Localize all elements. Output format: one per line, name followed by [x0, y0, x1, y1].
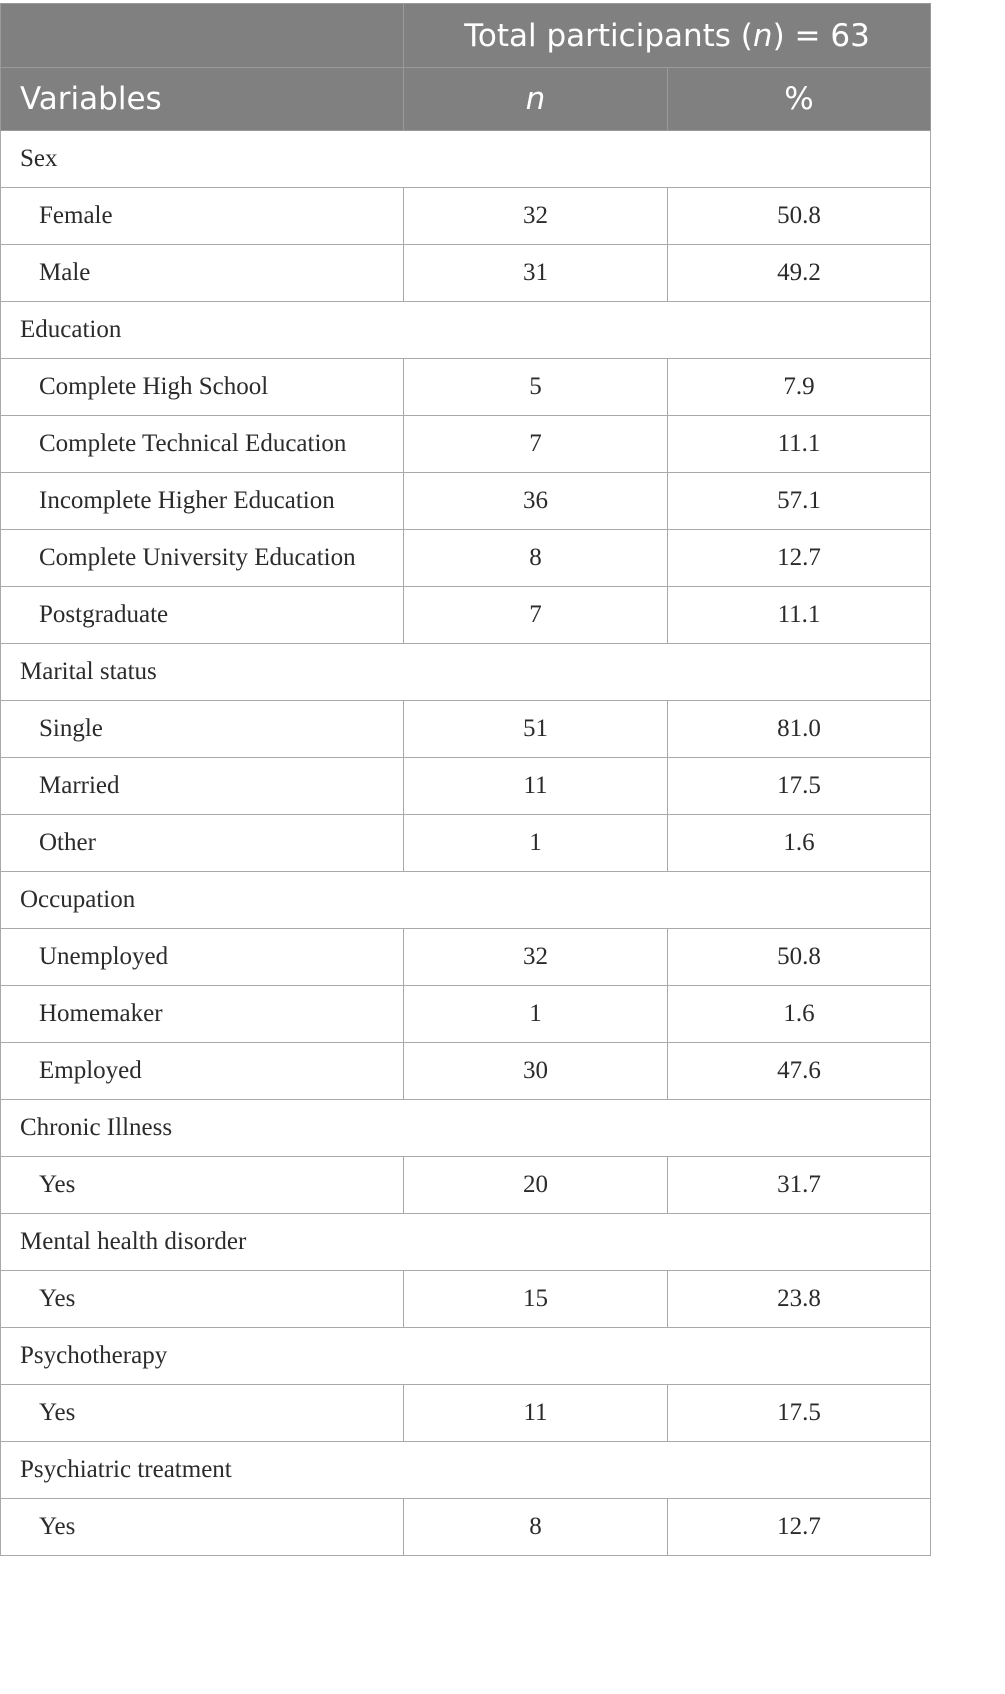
row-percent: 17.5 [668, 758, 931, 815]
row-percent: 57.1 [668, 473, 931, 530]
header-row-columns [1, 68, 931, 131]
group-label: Education [1, 302, 931, 359]
table-row [1, 815, 931, 872]
table-row [1, 1043, 931, 1100]
row-percent: 11.1 [668, 416, 931, 473]
row-label: Employed [1, 1043, 404, 1100]
row-percent: 49.2 [668, 245, 931, 302]
group-row [1, 302, 931, 359]
row-label: Single [1, 701, 404, 758]
row-label: Yes [1, 1385, 404, 1442]
group-label: Psychiatric treatment [1, 1442, 931, 1499]
table-row [1, 1499, 931, 1556]
row-n: 1 [404, 986, 668, 1043]
group-row [1, 1442, 931, 1499]
row-n: 7 [404, 587, 668, 644]
header-blank-cell [1, 4, 404, 68]
table-row [1, 701, 931, 758]
row-n: 32 [404, 929, 668, 986]
table-row [1, 1157, 931, 1214]
row-n: 30 [404, 1043, 668, 1100]
row-label: Incomplete Higher Education [1, 473, 404, 530]
total-n-symbol: n [752, 17, 773, 54]
row-label: Complete Technical Education [1, 416, 404, 473]
row-label: Married [1, 758, 404, 815]
row-percent: 12.7 [668, 1499, 931, 1556]
row-label: Yes [1, 1157, 404, 1214]
row-label: Postgraduate [1, 587, 404, 644]
total-participants-header [404, 4, 931, 68]
row-percent: 50.8 [668, 188, 931, 245]
group-label: Mental health disorder [1, 1214, 931, 1271]
row-n: 1 [404, 815, 668, 872]
row-n: 31 [404, 245, 668, 302]
row-n: 20 [404, 1157, 668, 1214]
table-row [1, 587, 931, 644]
table-row [1, 758, 931, 815]
row-n: 5 [404, 359, 668, 416]
row-n: 7 [404, 416, 668, 473]
group-row [1, 1214, 931, 1271]
group-label: Marital status [1, 644, 931, 701]
row-n: 11 [404, 758, 668, 815]
row-percent: 81.0 [668, 701, 931, 758]
group-label: Psychotherapy [1, 1328, 931, 1385]
row-label: Complete University Education [1, 530, 404, 587]
group-row [1, 872, 931, 929]
table-row [1, 359, 931, 416]
group-row [1, 1100, 931, 1157]
row-label: Complete High School [1, 359, 404, 416]
row-percent: 17.5 [668, 1385, 931, 1442]
group-row [1, 644, 931, 701]
row-percent: 47.6 [668, 1043, 931, 1100]
table-row [1, 245, 931, 302]
table-row [1, 1385, 931, 1442]
table-row [1, 473, 931, 530]
group-label: Occupation [1, 872, 931, 929]
table-row [1, 986, 931, 1043]
variables-header: Variables [1, 68, 404, 131]
row-percent: 31.7 [668, 1157, 931, 1214]
row-label: Unemployed [1, 929, 404, 986]
group-row [1, 1328, 931, 1385]
row-label: Homemaker [1, 986, 404, 1043]
table-row [1, 416, 931, 473]
table-row [1, 929, 931, 986]
row-n: 8 [404, 530, 668, 587]
table-row [1, 188, 931, 245]
row-n: 36 [404, 473, 668, 530]
row-n: 32 [404, 188, 668, 245]
n-header: n [404, 68, 668, 131]
demographics-table [0, 3, 931, 1556]
row-label: Other [1, 815, 404, 872]
row-percent: 11.1 [668, 587, 931, 644]
row-percent: 1.6 [668, 986, 931, 1043]
demographics-table-container [0, 3, 930, 1556]
total-prefix: Total participants ( [464, 17, 753, 54]
row-n: 15 [404, 1271, 668, 1328]
row-label: Female [1, 188, 404, 245]
table-body [1, 131, 931, 1556]
row-label: Yes [1, 1499, 404, 1556]
group-label: Chronic Illness [1, 1100, 931, 1157]
row-n: 8 [404, 1499, 668, 1556]
row-percent: 12.7 [668, 530, 931, 587]
row-percent: 23.8 [668, 1271, 931, 1328]
row-n: 11 [404, 1385, 668, 1442]
header-row-total [1, 4, 931, 68]
percent-header: % [668, 68, 931, 131]
row-percent: 50.8 [668, 929, 931, 986]
row-label: Male [1, 245, 404, 302]
row-percent: 7.9 [668, 359, 931, 416]
row-percent: 1.6 [668, 815, 931, 872]
table-row [1, 530, 931, 587]
row-label: Yes [1, 1271, 404, 1328]
group-label: Sex [1, 131, 931, 188]
row-n: 51 [404, 701, 668, 758]
table-row [1, 1271, 931, 1328]
table-header [1, 4, 931, 131]
total-suffix: ) = 63 [772, 17, 870, 54]
group-row [1, 131, 931, 188]
